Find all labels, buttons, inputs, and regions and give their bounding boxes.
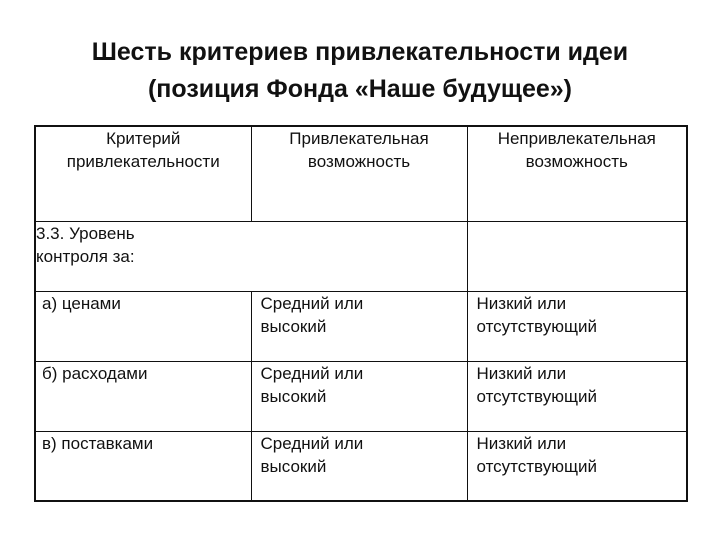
- table-row: [35, 431, 687, 501]
- row-label: а) ценами: [35, 291, 251, 361]
- table-row: [35, 361, 687, 431]
- title-line-1: Шесть критериев привлекательности идеи: [91, 38, 629, 66]
- attractive-cell: Средний или высокий: [251, 291, 467, 361]
- unattractive-cell: Низкий или отсутствующий: [467, 361, 687, 431]
- criteria-table: [34, 125, 688, 502]
- header-criterion: Критерий привлекательности: [35, 126, 251, 221]
- header-attractive: Привлекательная возможность: [251, 126, 467, 221]
- section-empty-cell: [467, 221, 687, 291]
- unattractive-cell: Низкий или отсутствующий: [467, 431, 687, 501]
- attractive-cell: Средний или высокий: [251, 361, 467, 431]
- attractive-cell: Средний или высокий: [251, 431, 467, 501]
- section-empty-cell: [251, 221, 467, 291]
- table-header-row: [35, 126, 687, 221]
- row-label: б) расходами: [35, 361, 251, 431]
- page-title: [0, 34, 720, 108]
- header-unattractive: Непривлекательная возможность: [467, 126, 687, 221]
- unattractive-cell: Низкий или отсутствующий: [467, 291, 687, 361]
- row-label: в) поставками: [35, 431, 251, 501]
- section-row: [35, 221, 687, 291]
- table-row: [35, 291, 687, 361]
- title-line-2: (позиция Фонда «Наше будущее»): [147, 75, 572, 103]
- section-label: 3.3. Уровень контроля за:: [35, 221, 251, 291]
